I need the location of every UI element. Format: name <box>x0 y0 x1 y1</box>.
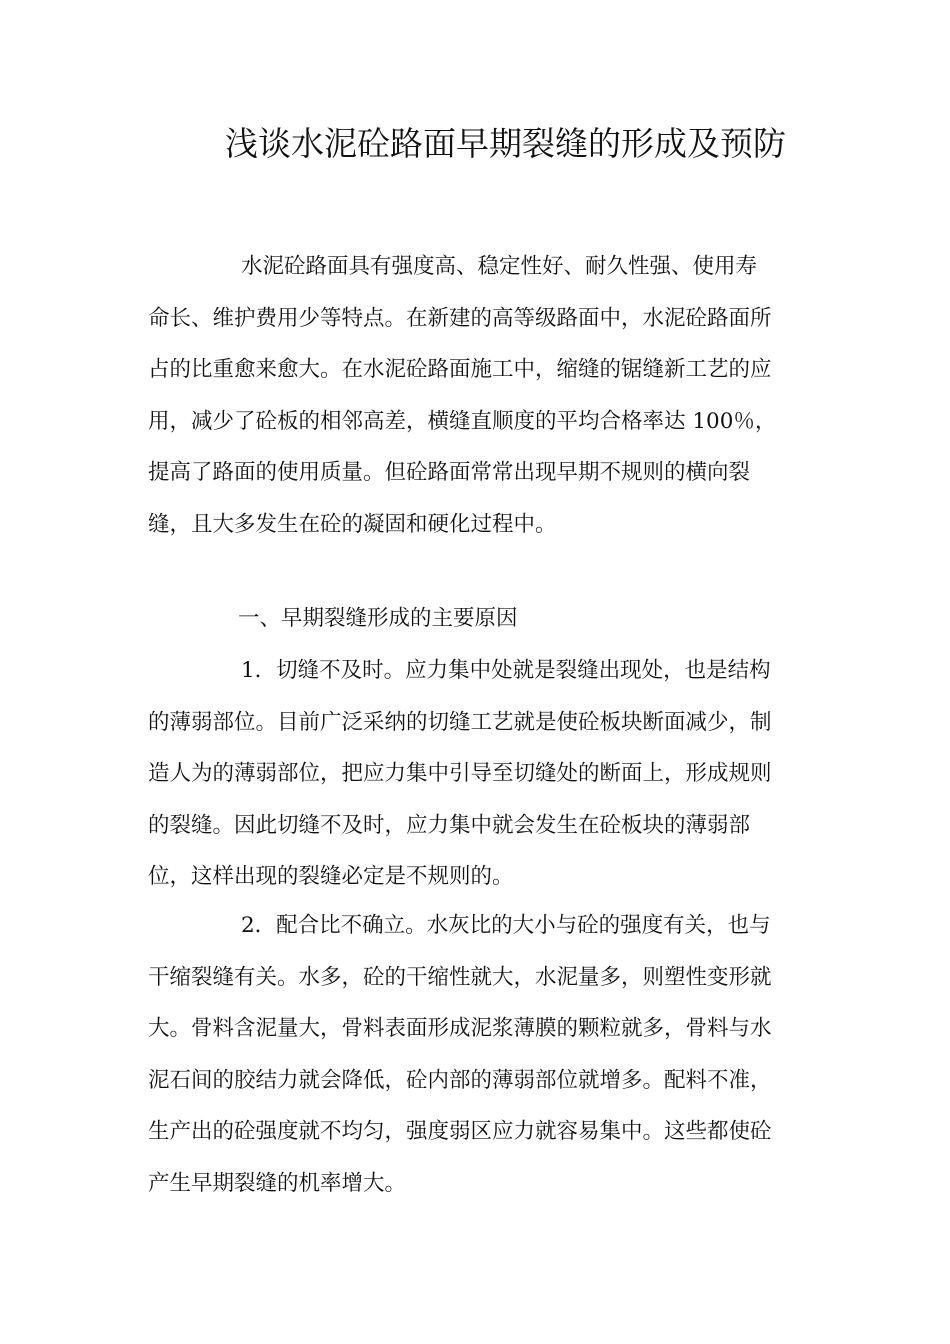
intro-line: 缝，且大多发生在砼的凝固和硬化过程中。 <box>148 511 557 537</box>
item1-line: 位，这样出现的裂缝必定是不规则的。 <box>148 864 514 889</box>
item1-line: 的裂缝。因此切缝不及时，应力集中就会发生在砼板块的薄弱部 <box>148 812 751 838</box>
item1-paragraph <box>148 645 808 903</box>
item1-line: 的薄弱部位。目前广泛采纳的切缝工艺就是使砼板块断面减少，制 <box>148 709 772 735</box>
item2-line: 干缩裂缝有关。水多，砼的干缩性就大，水泥量多，则塑性变形就 <box>148 964 772 990</box>
intro-line: 用，减少了砼板的相邻高差，横缝直顺度的平均合格率达 100％， <box>148 408 777 434</box>
section-heading: 一、早期裂缝形成的主要原因 <box>238 606 518 631</box>
intro-line: 提高了路面的使用质量。但砼路面常常出现早期不规则的横向裂 <box>148 460 751 485</box>
item2-line: 大。骨料含泥量大，骨料表面形成泥浆薄膜的颗粒就多，骨料与水 <box>148 1016 772 1041</box>
item1-line: 造人为的薄弱部位，把应力集中引导至切缝处的断面上，形成规则 <box>148 761 772 786</box>
item2-paragraph <box>148 900 808 1209</box>
item1-line: 1．切缝不及时。应力集中处就是裂缝出现处，也是结构 <box>241 658 771 683</box>
intro-line: 水泥砼路面具有强度高、稳定性好、耐久性强、使用寿 <box>241 254 758 279</box>
item2-line: 产生早期裂缝的机率增大。 <box>148 1170 407 1196</box>
item2-line: 生产出的砼强度就不均匀，强度弱区应力就容易集中。这些都使砼 <box>148 1119 772 1144</box>
document-title: 浅谈水泥砼路面早期裂缝的形成及预防 <box>225 124 786 163</box>
intro-line: 命长、维护费用少等特点。在新建的高等级路面中，水泥砼路面所 <box>148 305 772 331</box>
item2-line: 2．配合比不确立。水灰比的大小与砼的强度有关，也与 <box>241 913 771 938</box>
intro-paragraph <box>148 241 808 550</box>
item2-line: 泥石间的胶结力就会降低，砼内部的薄弱部位就增多。配料不准， <box>148 1067 772 1093</box>
intro-line: 占的比重愈来愈大。在水泥砼路面施工中，缩缝的锯缝新工艺的应 <box>148 357 772 382</box>
